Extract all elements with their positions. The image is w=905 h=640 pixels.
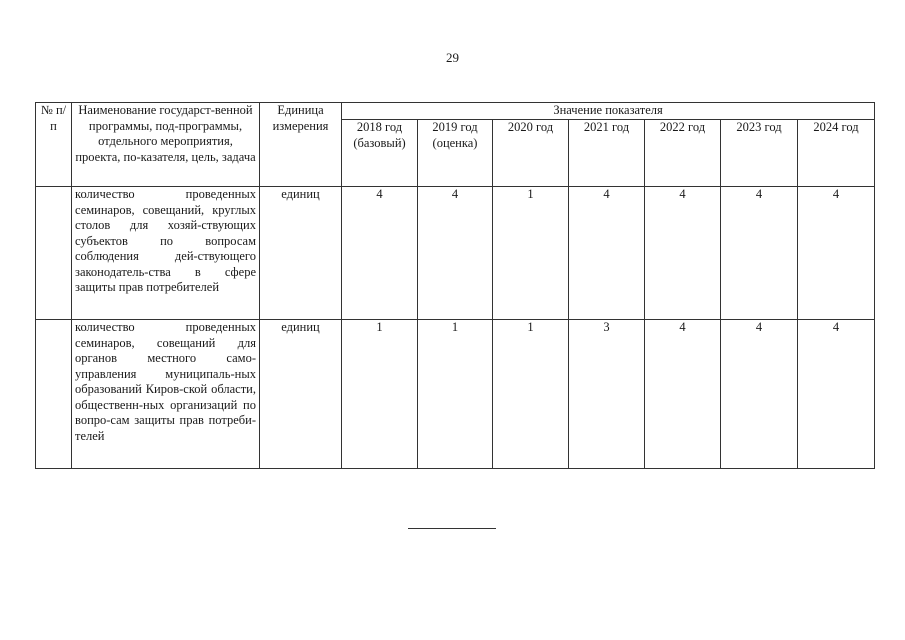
- header-unit: Единица измерения: [260, 103, 342, 187]
- table-row: [36, 320, 875, 469]
- header-num: № п/п: [36, 103, 72, 187]
- footer-separator-line: [408, 528, 496, 529]
- value-cell: 1: [493, 187, 569, 320]
- value-cell: 1: [418, 320, 493, 469]
- row-num: [36, 187, 72, 320]
- value-cell: 4: [418, 187, 493, 320]
- header-year-2021: 2021 год: [569, 120, 645, 187]
- header-name: Наименование государст-венной программы, под-программы, отдельного мероприятия, проекта, по-казателя, цель, задача: [72, 103, 260, 187]
- header-year-2020: 2020 год: [493, 120, 569, 187]
- page-number: 29: [446, 50, 459, 65]
- indicators-table: [35, 102, 875, 469]
- value-cell: 4: [645, 187, 721, 320]
- row-name: количество проведенных семинаров, совещаний, круглых столов для хозяй-ствующих субъектов по вопросам соблюдения дей-ствующего законодатель-ства в сфере защиты прав потребителей: [72, 187, 260, 320]
- value-cell: 3: [569, 320, 645, 469]
- header-year-2019: 2019 год (оценка): [418, 120, 493, 187]
- header-year-2018: 2018 год (базовый): [342, 120, 418, 187]
- row-unit: единиц: [260, 187, 342, 320]
- value-cell: 4: [798, 187, 875, 320]
- table-row: [36, 187, 875, 320]
- header-row: [36, 103, 875, 120]
- header-year-2023: 2023 год: [721, 120, 798, 187]
- value-cell: 4: [798, 320, 875, 469]
- value-cell: 4: [342, 187, 418, 320]
- value-cell: 4: [721, 187, 798, 320]
- header-year-2022: 2022 год: [645, 120, 721, 187]
- value-cell: 4: [569, 187, 645, 320]
- header-year-2024: 2024 год: [798, 120, 875, 187]
- value-cell: 1: [493, 320, 569, 469]
- row-name: количество проведенных семинаров, совещаний для органов местного само-управления муниципаль-ных образований Киров-ской области, общественн-ных организаций по вопро-сам защиты прав потреби-телей: [72, 320, 260, 469]
- row-unit: единиц: [260, 320, 342, 469]
- value-cell: 1: [342, 320, 418, 469]
- row-num: [36, 320, 72, 469]
- header-values-group: Значение показателя: [342, 103, 875, 120]
- value-cell: 4: [721, 320, 798, 469]
- value-cell: 4: [645, 320, 721, 469]
